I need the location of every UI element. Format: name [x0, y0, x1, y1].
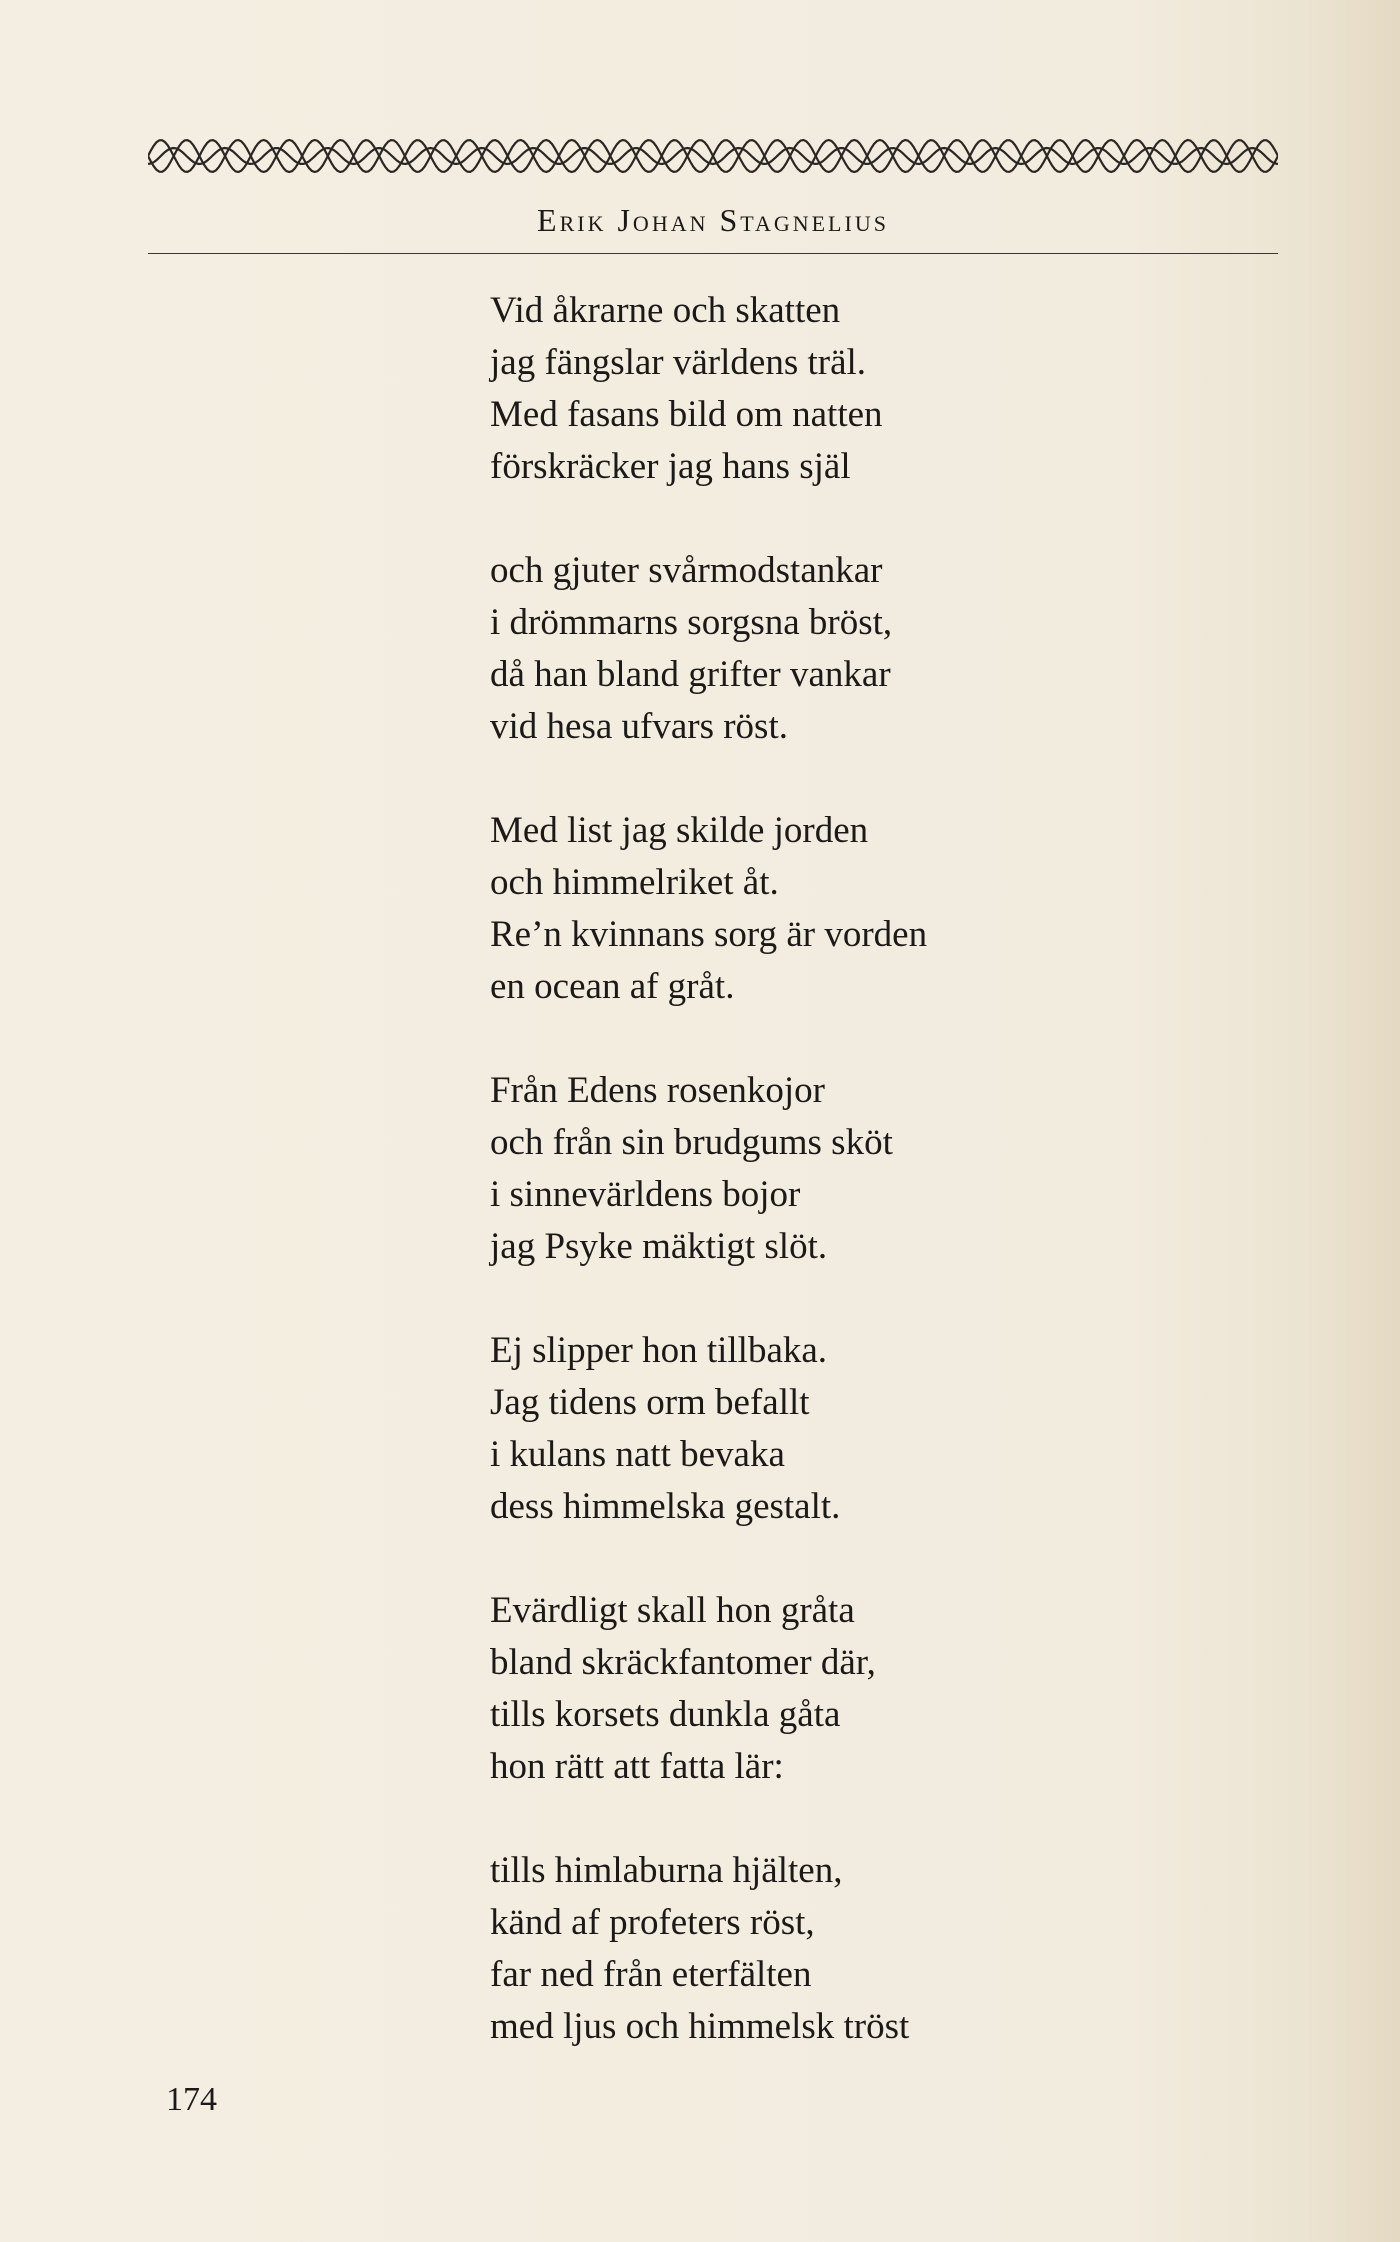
poem-line: vid hesa ufvars röst.: [490, 706, 788, 747]
stanza: [490, 805, 1250, 1013]
header-rule: [148, 253, 1278, 254]
stanza: [490, 1845, 1250, 2053]
stanza: [490, 1585, 1250, 1793]
poem-line: och himmelriket åt.: [490, 862, 779, 903]
poem-line: med ljus och himmelsk tröst: [490, 2006, 910, 2047]
poem-line: Med list jag skilde jorden: [490, 810, 869, 851]
poem-line: då han bland grifter vankar: [490, 654, 891, 695]
braided-ornament-icon: [148, 132, 1278, 180]
poem-line: Evärdligt skall hon gråta: [490, 1590, 855, 1631]
poem-line: förskräcker jag hans själ: [490, 446, 851, 487]
poem: [490, 285, 1250, 2105]
poem-line: tills himlaburna hjälten,: [490, 1850, 843, 1891]
poem-line: Re’n kvinnans sorg är vorden: [490, 914, 928, 955]
poem-line: och gjuter svårmodstankar: [490, 550, 883, 591]
poem-line: Jag tidens orm befallt: [490, 1382, 810, 1423]
poem-line: i kulans natt bevaka: [490, 1434, 785, 1475]
poem-line: en ocean af gråt.: [490, 966, 735, 1007]
poem-line: Ej slipper hon tillbaka.: [490, 1330, 828, 1371]
poem-line: och från sin brudgums sköt: [490, 1122, 893, 1163]
poem-line: i sinnevärldens bojor: [490, 1174, 801, 1215]
stanza: [490, 1065, 1250, 1273]
poem-line: jag Psyke mäktigt slöt.: [490, 1226, 828, 1267]
poem-line: hon rätt att fatta lär:: [490, 1746, 784, 1787]
page-number: 174: [166, 2081, 217, 2118]
poem-line: far ned från eterfälten: [490, 1954, 812, 1995]
stanza: [490, 285, 1250, 493]
poem-line: Med fasans bild om natten: [490, 394, 883, 435]
poem-line: i drömmarns sorgsna bröst,: [490, 602, 893, 643]
poem-line: dess himmelska gestalt.: [490, 1486, 841, 1527]
poem-line: jag fängslar världens träl.: [490, 342, 867, 383]
poem-line: bland skräckfantomer där,: [490, 1642, 876, 1683]
stanza: [490, 1325, 1250, 1533]
running-head-author: Erik Johan Stagnelius: [537, 202, 889, 238]
poem-line: tills korsets dunkla gåta: [490, 1694, 841, 1735]
stanza: [490, 545, 1250, 753]
poem-line: Vid åkrarne och skatten: [490, 290, 841, 331]
poem-line: Från Edens rosenkojor: [490, 1070, 825, 1111]
poem-line: känd af profeters röst,: [490, 1902, 815, 1943]
